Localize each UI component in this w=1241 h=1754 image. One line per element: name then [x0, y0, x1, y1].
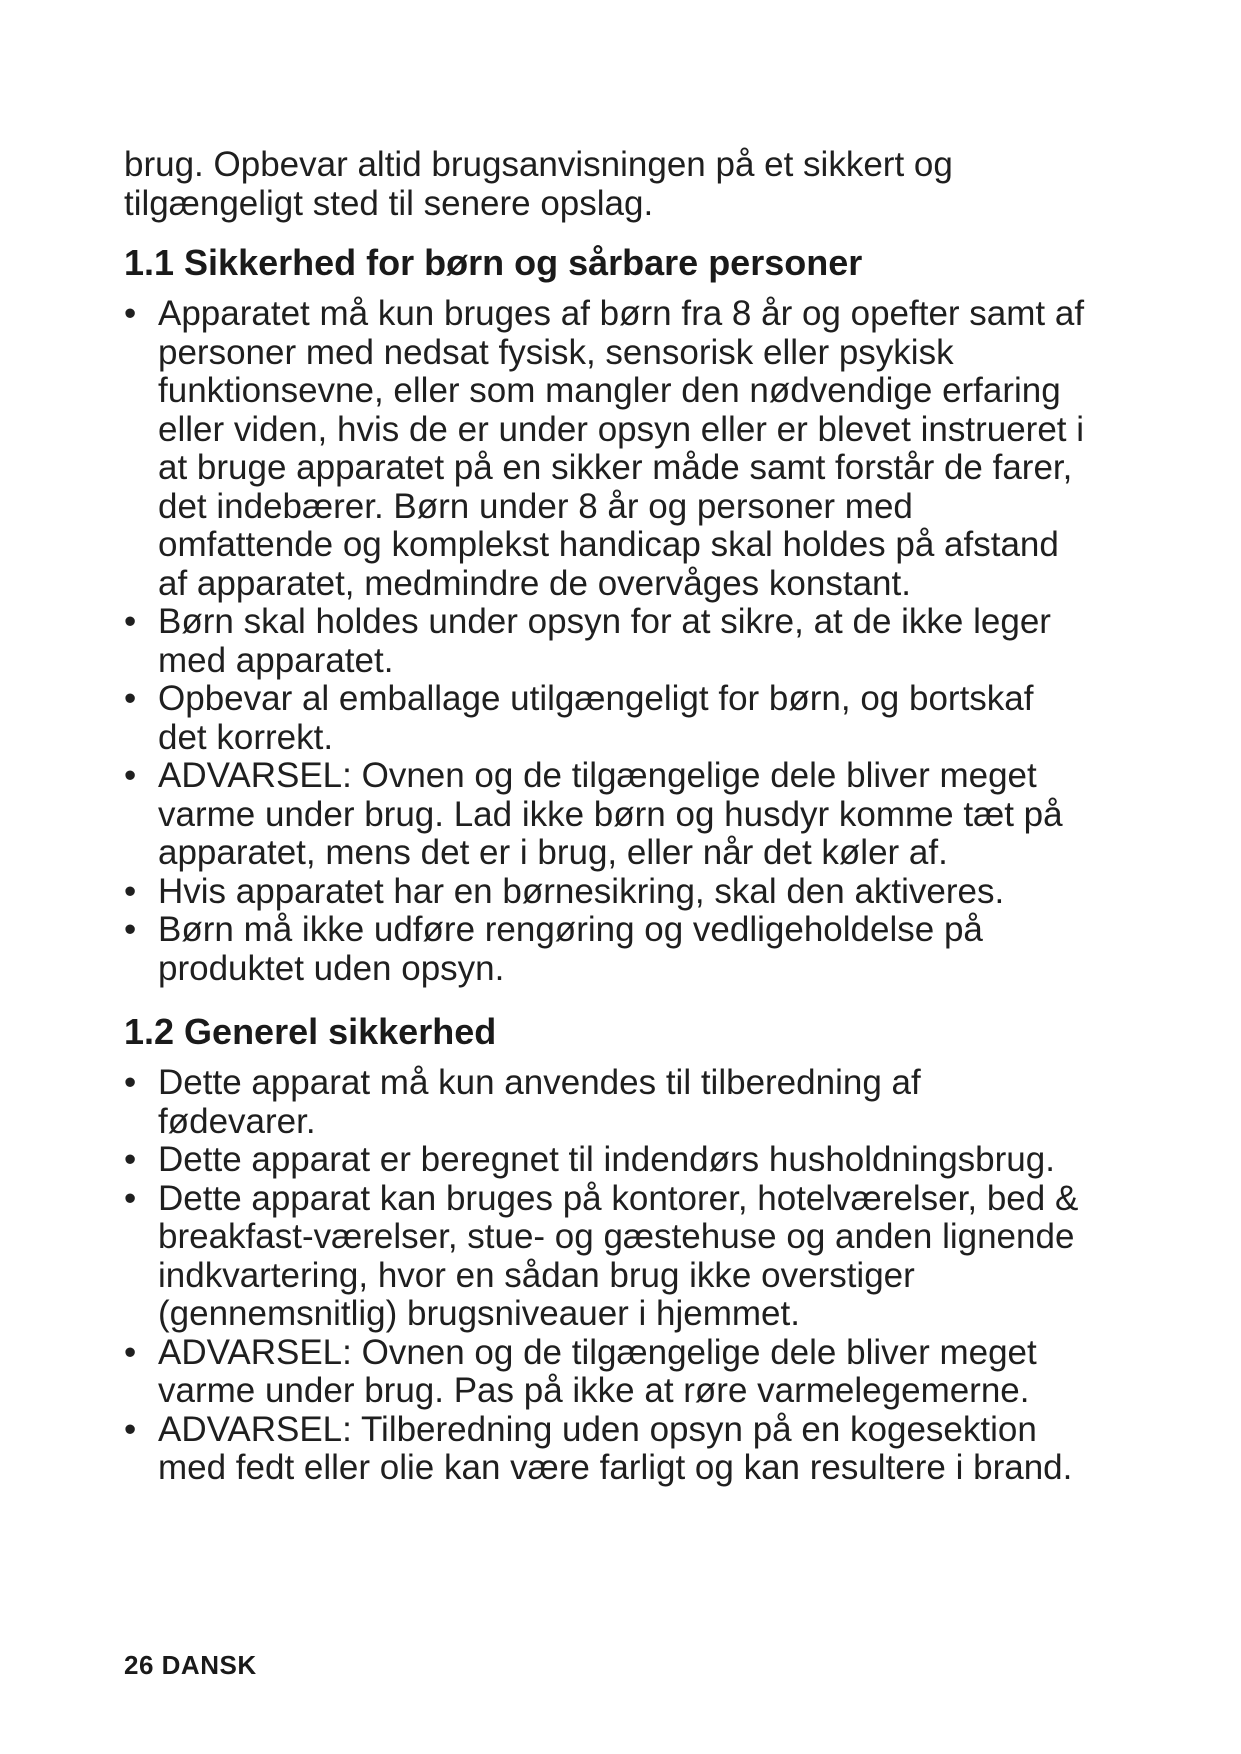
list-item-line: produktet uden opsyn.: [158, 948, 505, 988]
list-item-line: apparatet, mens det er i brug, eller når det køler af.: [158, 833, 948, 872]
list-item-line: det indebærer. Børn under 8 år og personer med: [158, 486, 913, 526]
bullet-icon: •: [124, 294, 137, 333]
list-item-line: personer med nedsat fysisk, sensorisk eller psykisk: [158, 332, 954, 372]
intro-line: tilgængeligt sted til senere opslag.: [124, 183, 654, 223]
intro-paragraph: [124, 146, 1124, 223]
list-item-line: Børn skal holdes under opsyn for at sikre, at de ikke leger: [158, 602, 1051, 641]
bullet-icon: •: [124, 871, 137, 911]
section-2-heading: 1.2 Generel sikkerhed: [124, 1011, 497, 1052]
bullet-icon: •: [124, 1178, 137, 1218]
list-item: [124, 603, 1124, 680]
list-item-line: Dette apparat må kun anvendes til tilberedning af: [158, 1063, 921, 1102]
list-item: [124, 873, 1124, 912]
intro-line: brug. Opbevar altid brugsanvisningen på et sikkert og: [124, 145, 953, 184]
list-item-line: af apparatet, medmindre de overvåges konstant.: [158, 563, 911, 603]
bullet-icon: •: [124, 1140, 137, 1179]
section-1-list: [124, 295, 1124, 988]
list-item-line: med fedt eller olie kan være farligt og kan resultere i brand.: [158, 1448, 1073, 1487]
document-page: [124, 146, 1124, 1488]
list-item-line: Opbevar al emballage utilgængeligt for børn, og bortskaf: [158, 679, 1034, 718]
list-item-line: Apparatet må kun bruges af børn fra 8 år og opefter samt af: [158, 294, 1085, 333]
list-item: [124, 1180, 1124, 1334]
list-item-line: ADVARSEL: Ovnen og de tilgængelige dele bliver meget: [158, 1332, 1037, 1372]
bullet-icon: •: [124, 910, 137, 949]
list-item-line: (gennemsnitlig) brugsniveauer i hjemmet.: [158, 1294, 800, 1333]
list-item: [124, 295, 1124, 603]
list-item-line: varme under brug. Lad ikke børn og husdyr komme tæt på: [158, 794, 1063, 834]
list-item-line: at bruge apparatet på en sikker måde samt forstår de farer,: [158, 448, 1073, 487]
bullet-icon: •: [124, 602, 137, 641]
list-item-line: indkvartering, hvor en sådan brug ikke overstiger: [158, 1255, 915, 1295]
list-item: [124, 1334, 1124, 1411]
list-item-line: Hvis apparatet har en børnesikring, skal den aktiveres.: [158, 871, 1005, 911]
list-item-line: breakfast-værelser, stue- og gæstehuse og anden lignende: [158, 1217, 1075, 1256]
list-item: [124, 757, 1124, 873]
list-item: [124, 911, 1124, 988]
list-item-line: ADVARSEL: Tilberedning uden opsyn på en kogesektion: [158, 1409, 1037, 1449]
list-item-line: det korrekt.: [158, 717, 334, 757]
section-2-list: [124, 1064, 1124, 1488]
page-footer: 26 DANSK: [124, 1650, 257, 1680]
section-1-heading: 1.1 Sikkerhed for børn og sårbare personer: [124, 242, 863, 283]
list-item: [124, 680, 1124, 757]
list-item-line: Dette apparat kan bruges på kontorer, hotelværelser, bed &: [158, 1178, 1079, 1218]
list-item: [124, 1411, 1124, 1488]
list-item-line: fødevarer.: [158, 1101, 316, 1141]
bullet-icon: •: [124, 1063, 137, 1102]
list-item-line: eller viden, hvis de er under opsyn eller er blevet instrueret i: [158, 409, 1085, 449]
list-item: [124, 1064, 1124, 1141]
list-item-line: funktionsevne, eller som mangler den nødvendige erfaring: [158, 371, 1061, 410]
list-item: [124, 1141, 1124, 1180]
list-item-line: Dette apparat er beregnet til indendørs husholdningsbrug.: [158, 1140, 1055, 1179]
list-item-line: Børn må ikke udføre rengøring og vedligeholdelse på: [158, 910, 983, 949]
list-item-line: omfattende og komplekst handicap skal holdes på afstand: [158, 525, 1059, 564]
bullet-icon: •: [124, 1332, 137, 1372]
list-item-line: varme under brug. Pas på ikke at røre varmelegemerne.: [158, 1371, 1030, 1410]
bullet-icon: •: [124, 1409, 137, 1449]
list-item-line: med apparatet.: [158, 640, 394, 680]
bullet-icon: •: [124, 756, 137, 795]
bullet-icon: •: [124, 679, 137, 718]
list-item-line: ADVARSEL: Ovnen og de tilgængelige dele bliver meget: [158, 756, 1037, 795]
